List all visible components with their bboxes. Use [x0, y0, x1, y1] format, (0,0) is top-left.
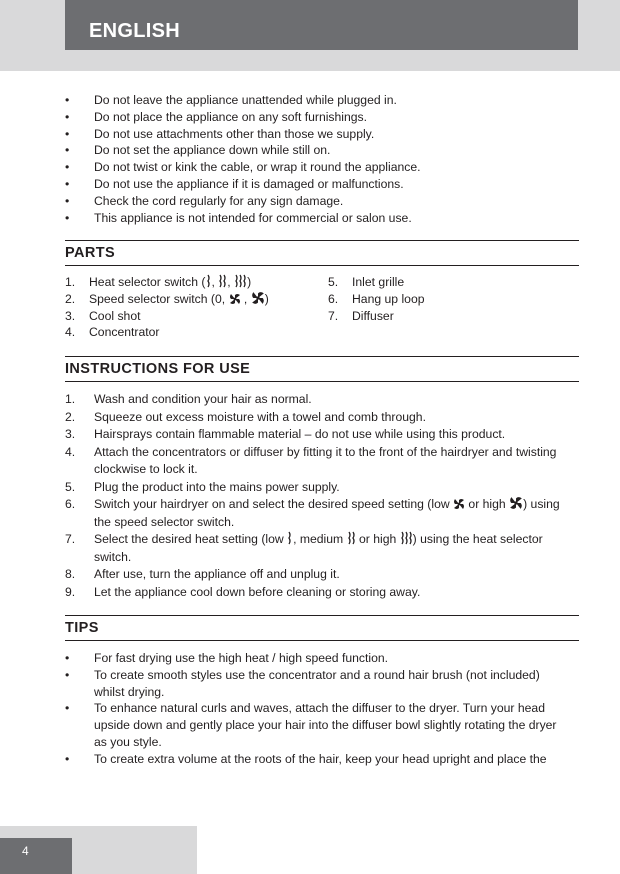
list-item: 2. Squeeze out excess moisture with a towel and comb through.	[65, 409, 426, 424]
language-tab	[65, 0, 578, 50]
low-speed-fan-icon	[453, 498, 465, 510]
list-item: 8. After use, turn the appliance off and unplug it.	[65, 567, 340, 581]
instructions-list	[65, 391, 579, 601]
warnings-list	[65, 92, 421, 226]
section-title: PARTS	[65, 245, 116, 261]
list-item: • Do not place the appliance on any soft furnishings.	[65, 109, 368, 124]
list-item: • Do not leave the appliance unattended while plugged in.	[65, 93, 397, 107]
list-item: 7. Diffuser	[328, 308, 394, 323]
section-title: TIPS	[65, 620, 99, 636]
list-item: • Do not twist or kink the cable, or wrap it round the appliance.	[65, 160, 421, 175]
parts-heading	[65, 240, 579, 266]
medium-heat-icon	[347, 531, 356, 545]
list-item: • To create extra volume at the roots of the hair, keep your head upright and place the	[65, 751, 547, 766]
low-speed-fan-icon	[229, 293, 241, 305]
language-label: ENGLISH	[89, 20, 180, 42]
header-bar	[0, 0, 620, 71]
high-heat-icon	[234, 274, 247, 288]
page-number-tab	[0, 838, 72, 874]
medium-heat-icon	[218, 274, 227, 288]
list-item: 5. Inlet grille	[328, 275, 405, 289]
list-item: • Check the cord regularly for any sign damage.	[65, 193, 344, 208]
list-item: • Do not use the appliance if it is damaged or malfunctions.	[65, 176, 404, 191]
list-item: • For fast drying use the high heat / high speed function.	[65, 651, 389, 665]
parts-list-right	[328, 274, 425, 324]
list-item: • To enhance natural curls and waves, attach the diffuser to the dryer. Turn your head upside down and gently place your hair into the diffuser bowl slightly rotating the dryer as you style.	[65, 701, 557, 749]
high-speed-fan-icon	[251, 291, 265, 305]
list-item: 6. Hang up loop	[328, 291, 425, 306]
list-item: 5. Plug the product into the mains power supply.	[65, 479, 340, 494]
section-title: INSTRUCTIONS FOR USE	[65, 361, 251, 377]
list-item: 3. Hairsprays contain flammable material – do not use while using this product.	[65, 427, 506, 441]
list-item: • To create smooth styles use the concentrator and a round hair brush (not included) whilst drying.	[65, 667, 540, 699]
list-item: 6. Switch your hairdryer on and select the desired speed setting (low or high ) using the speed selector switch.	[65, 497, 560, 529]
list-item: 9. Let the appliance cool down before cleaning or storing away.	[65, 584, 421, 599]
high-heat-icon	[400, 531, 413, 545]
list-item: • This appliance is not intended for commercial or salon use.	[65, 210, 412, 225]
list-item: 4. Attach the concentrators or diffuser by fitting it to the front of the hairdryer and twisting clockwise to lock it.	[65, 444, 557, 476]
list-item: • Do not set the appliance down while still on.	[65, 143, 331, 158]
tips-list	[65, 650, 565, 768]
list-item: 4. Concentrator	[65, 325, 160, 340]
list-item: • Do not use attachments other than those we supply.	[65, 126, 375, 141]
list-item: 2. Speed selector switch (0, , )	[65, 291, 269, 306]
list-item: 3. Cool shot	[65, 308, 141, 323]
instructions-heading	[65, 356, 579, 382]
page-number: 4	[22, 844, 29, 858]
list-item: 1. Wash and condition your hair as normal.	[65, 392, 312, 406]
high-speed-fan-icon	[509, 496, 523, 510]
parts-list-left	[65, 274, 269, 341]
list-item: 1. Heat selector switch ( , , )	[65, 275, 252, 289]
tips-heading	[65, 615, 579, 641]
list-item: 7. Select the desired heat setting (low , medium or high ) using the heat selector switch.	[65, 532, 543, 564]
